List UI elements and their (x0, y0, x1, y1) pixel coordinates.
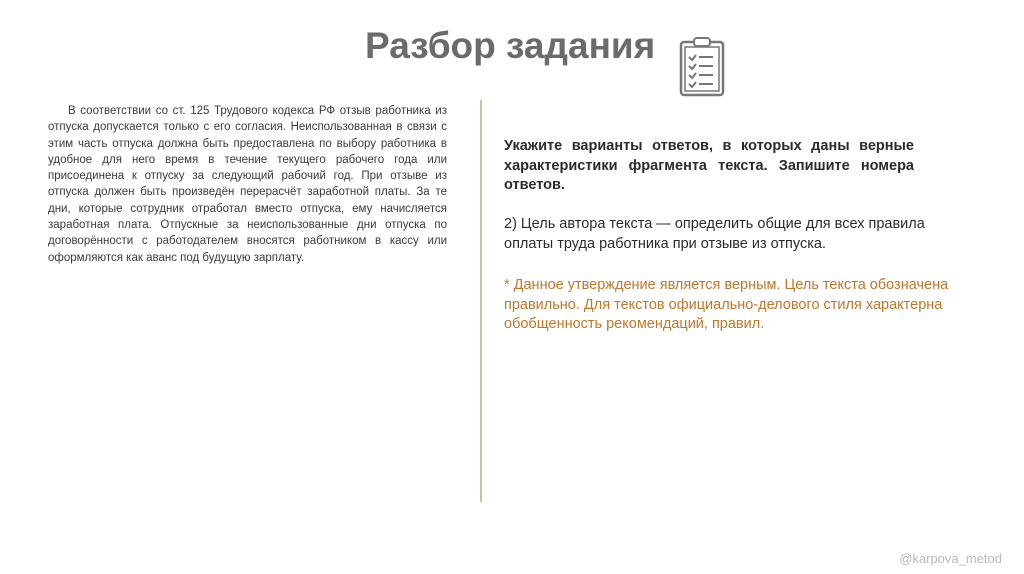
source-text: В соответствии со ст. 125 Трудового кодекса РФ отзыв работника из отпуска допускается только с его согласия. Неиспользованная в связи с этим часть отпуска должна быть предоставлена по выбору работника в удобное для него время в течение текущего рабочего года или присоединена к отпуску за следующий рабочий год. При отзыве из отпуска должен быть произведён перерасчёт заработной платы. За те дни, которые сотрудник отработал вместо отпуска, ему начисляется заработная плата. Отпускные за неиспользованные дни отпуска по договорённости с работодателем вносятся работником в кассу или оформляются как аванс под будущую зарплату. (48, 105, 447, 264)
slide-title: Разбор задания (365, 25, 656, 66)
answer-option: 2) Цель автора текста — определить общие для всех правила оплаты труда работника при отзыве из отпуска. (504, 216, 925, 252)
task-question: Укажите варианты ответов, в которых даны верные характеристики фрагмента текста. Запишите номера ответов. (504, 138, 914, 193)
answer-explanation: * Данное утверждение является верным. Цель текста обозначена правильно. Для текстов официально-делового стиля характерна обобщенность рекомендаций, правил. (504, 277, 949, 332)
divider-line (480, 100, 482, 502)
clipboard-checklist-icon (679, 37, 725, 97)
watermark: @karpova_metod (899, 551, 1002, 566)
